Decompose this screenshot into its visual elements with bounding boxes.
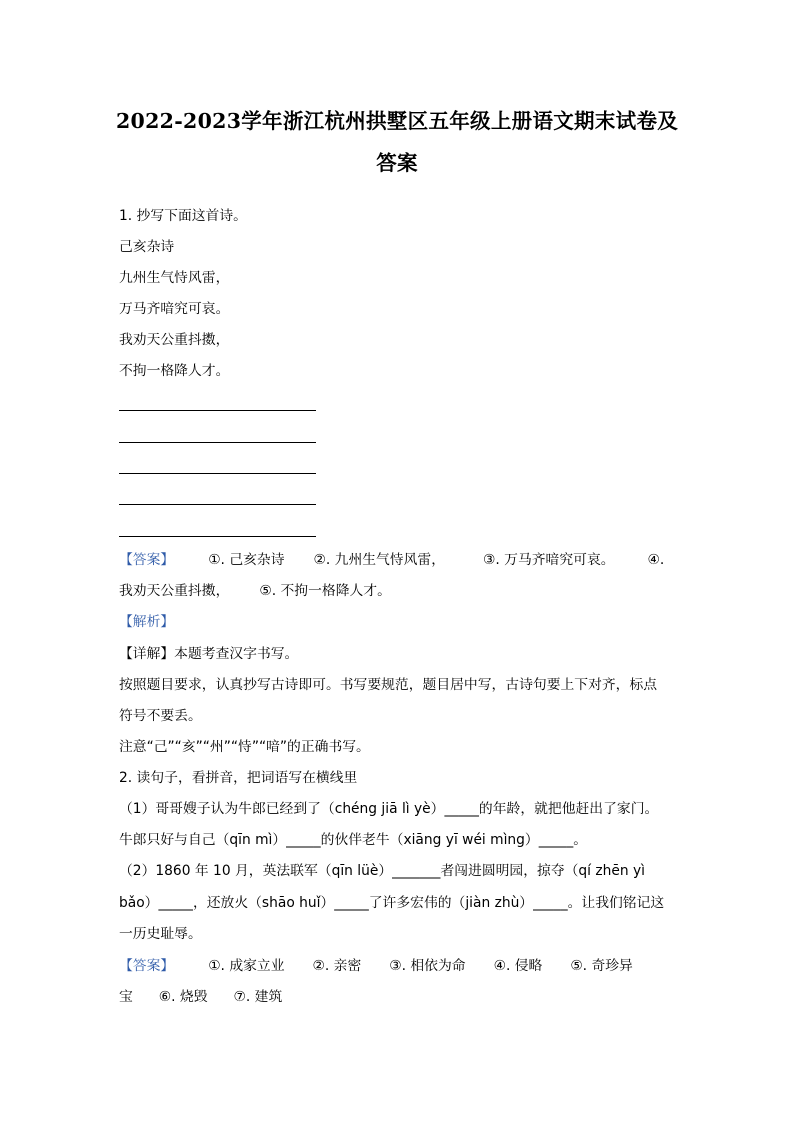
detail-text: 【详解】本题考查汉字书写。: [119, 646, 299, 662]
answer-tag: 【答案】: [119, 958, 175, 974]
answer-item: ⑤. 奇珍异: [570, 958, 633, 974]
copy-blank-line[interactable]: [119, 504, 316, 505]
copy-blank-line[interactable]: [119, 473, 316, 474]
q2-prompt: 2. 读句子，看拼音，把词语写在横线里: [119, 770, 358, 786]
answer-item: 宝: [119, 989, 133, 1005]
poem-line-1: 九州生气恃风雷，: [119, 270, 230, 286]
q2-sentence-1: （1）哥哥嫂子认为牛郎已经到了（chéng jiā lì yè）_____的年龄，就把他赶出了家门。: [119, 801, 659, 817]
explanation-text: 按照题目要求，认真抄写古诗即可。书写要规范，题目居中写，古诗句要上下对齐，标点: [119, 677, 658, 693]
poem-line-2: 万马齐喑究可哀。: [119, 301, 230, 317]
answer-item: ④. 侵略: [493, 958, 543, 974]
document-title-line-2: 答案: [376, 151, 418, 175]
explanation-text: 符号不要丢。: [119, 708, 202, 724]
answer-item: ②. 亲密: [312, 958, 362, 974]
answer-item: ⑦. 建筑: [233, 989, 283, 1005]
copy-blank-line[interactable]: [119, 536, 316, 537]
answer-item: ④.: [647, 552, 665, 568]
answer-item: ⑥. 烧毁: [158, 989, 208, 1005]
answer-item: ③. 相依为命: [389, 958, 466, 974]
note-text: 注意“己”“亥”“州”“恃”“喑”的正确书写。: [119, 739, 370, 755]
q1-prompt: 1. 抄写下面这首诗。: [119, 208, 247, 224]
q2-answer-row-cont: [119, 987, 282, 1007]
q1-answer-row-cont: [119, 581, 391, 601]
answer-item: ③. 万马齐喑究可哀。: [483, 552, 615, 568]
analysis-tag: 【解析】: [119, 614, 175, 630]
copy-blank-line[interactable]: [119, 442, 316, 443]
q2-sentence-2-cont: bǎo）_____，还放火（shāo huǐ）_____了许多宏伟的（jiàn zhù）_____。让我们铭记这: [119, 895, 665, 911]
answer-item: ②. 九州生气恃风雷，: [313, 552, 446, 568]
q2-sentence-1-cont: 牛郎只好与自己（qīn mì）_____的伙伴老牛（xiāng yī wéi mìng）_____。: [119, 832, 588, 848]
q2-answer-row: [119, 956, 633, 976]
answer-tag: 【答案】: [119, 552, 175, 568]
poem-line-3: 我劝天公重抖擞，: [119, 332, 230, 348]
answer-item: ⑤. 不拘一格降人才。: [259, 583, 391, 599]
q1-answer-row: [119, 550, 664, 570]
copy-blank-line[interactable]: [119, 410, 316, 411]
poem-title: 己亥杂诗: [119, 239, 175, 255]
poem-line-4: 不拘一格降人才。: [119, 363, 230, 379]
answer-item: ①. 己亥杂诗: [208, 552, 285, 568]
answer-item: ①. 成家立业: [208, 958, 285, 974]
q2-sentence-2-end: 一历史耻辱。: [119, 926, 202, 942]
answer-item: 我劝天公重抖擞，: [119, 583, 230, 599]
document-title-line-1: 2022-2023学年浙江杭州拱墅区五年级上册语文期末试卷及: [115, 109, 679, 133]
q2-sentence-2: （2）1860 年 10 月，英法联军（qīn lüè）_______者闯进圆明园，掠夺（qí zhēn yì: [119, 863, 645, 879]
